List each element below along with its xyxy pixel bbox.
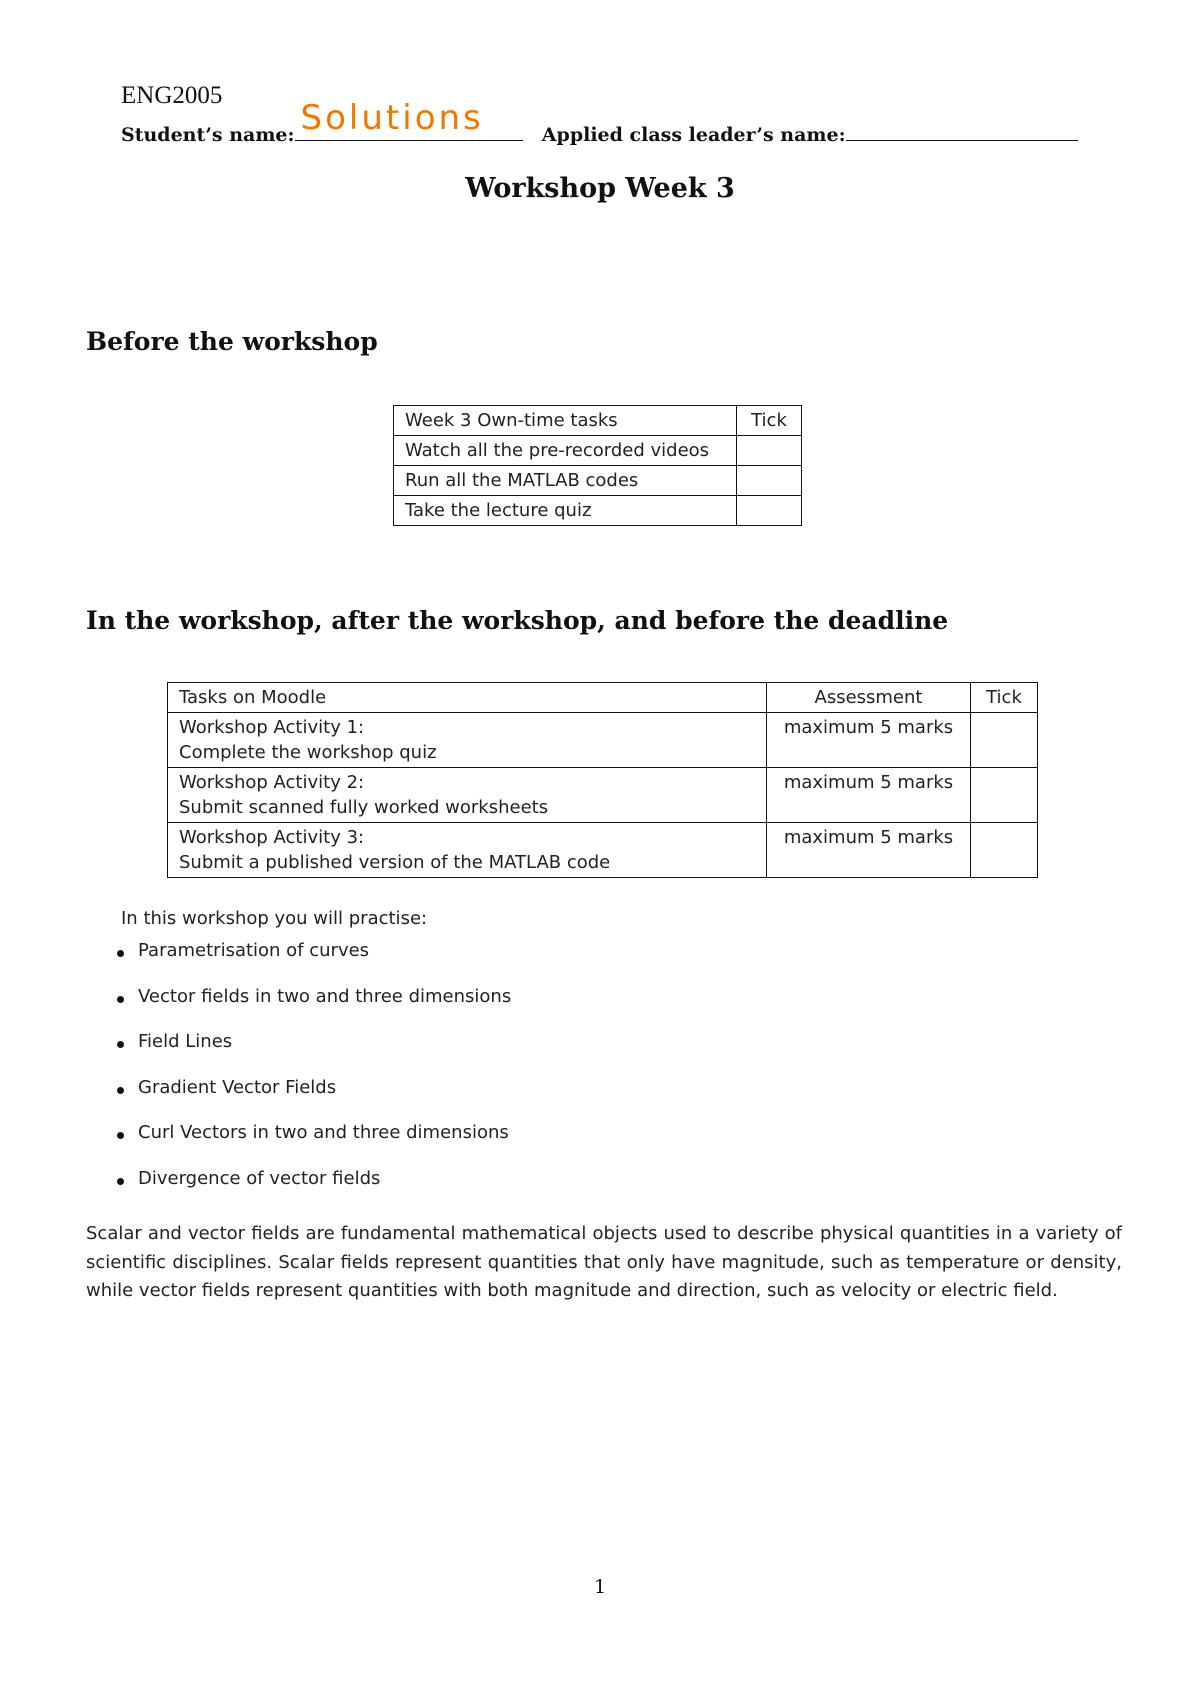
list-item-text: Gradient Vector Fields xyxy=(138,1076,337,1098)
activity-description: Submit a published version of the MATLAB code xyxy=(179,852,611,873)
assessment-cell: maximum 5 marks xyxy=(767,713,971,768)
practise-intro: In this workshop you will practise: xyxy=(121,908,428,929)
before-heading: Before the workshop xyxy=(86,327,378,356)
student-name-label: Student’s name: xyxy=(121,124,295,146)
table-header-cell: Week 3 Own-time tasks xyxy=(394,406,737,436)
bullet-icon xyxy=(117,950,124,957)
table-header-cell: Tick xyxy=(971,683,1038,713)
table-header-cell: Assessment xyxy=(767,683,971,713)
tick-box[interactable] xyxy=(737,466,802,496)
assessment-cell: maximum 5 marks xyxy=(767,768,971,823)
moodle-tasks-table xyxy=(167,682,1038,878)
list-item xyxy=(117,986,511,1032)
bullet-icon xyxy=(117,1087,124,1094)
bullet-icon xyxy=(117,1178,124,1185)
bullet-icon xyxy=(117,996,124,1003)
leader-name-label: Applied class leader’s name: xyxy=(541,124,846,146)
table-row xyxy=(394,496,802,526)
table-row xyxy=(394,466,802,496)
task-cell xyxy=(168,768,767,823)
names-line xyxy=(121,98,1078,146)
table-header-row xyxy=(168,683,1038,713)
list-item-text: Vector fields in two and three dimensions xyxy=(138,985,512,1007)
table-row xyxy=(168,768,1038,823)
bullet-icon xyxy=(117,1132,124,1139)
activity-title: Workshop Activity 2: xyxy=(179,772,365,793)
table-row xyxy=(394,436,802,466)
list-item xyxy=(117,940,511,986)
table-row xyxy=(168,713,1038,768)
list-item-text: Parametrisation of curves xyxy=(138,940,370,961)
task-cell: Run all the MATLAB codes xyxy=(394,466,737,496)
list-item xyxy=(117,1031,511,1077)
task-cell: Take the lecture quiz xyxy=(394,496,737,526)
task-cell: Watch all the pre-recorded videos xyxy=(394,436,737,466)
table-header-cell: Tick xyxy=(737,406,802,436)
activity-description: Submit scanned fully worked worksheets xyxy=(179,797,549,818)
list-item xyxy=(117,1168,511,1214)
tick-box[interactable] xyxy=(737,496,802,526)
student-name-field[interactable] xyxy=(295,98,523,141)
tick-box[interactable] xyxy=(971,768,1038,823)
list-item xyxy=(117,1077,511,1123)
tick-box[interactable] xyxy=(737,436,802,466)
table-header-cell: Tasks on Moodle xyxy=(168,683,767,713)
leader-name-field[interactable] xyxy=(846,120,1078,141)
student-name-handwritten: Solutions xyxy=(300,98,484,138)
body-paragraph: Scalar and vector fields are fundamental mathematical objects used to describe physical quantities in a variety of scientific disciplines. Scalar fields represent quantities that only have magnitude, such as temperature or density, while vector fields represent quantities with both magnitude and direction, such as velocity or electric field. xyxy=(86,1223,1122,1301)
page-number: 1 xyxy=(593,1576,607,1598)
list-item-text: Divergence of vector fields xyxy=(138,1167,381,1189)
list-item-text: Curl Vectors in two and three dimensions xyxy=(138,1122,509,1143)
own-time-tasks-table xyxy=(393,405,802,526)
activity-description: Complete the workshop quiz xyxy=(179,742,437,763)
task-cell xyxy=(168,713,767,768)
table-header-row xyxy=(394,406,802,436)
course-code: ENG2005 xyxy=(121,82,223,109)
tick-box[interactable] xyxy=(971,713,1038,768)
assessment-cell: maximum 5 marks xyxy=(767,823,971,878)
page-title: Workshop Week 3 xyxy=(465,173,735,204)
tick-box[interactable] xyxy=(971,823,1038,878)
practise-list xyxy=(117,940,511,1213)
table-row xyxy=(168,823,1038,878)
during-heading: In the workshop, after the workshop, and before the deadline xyxy=(86,606,949,635)
task-cell xyxy=(168,823,767,878)
list-item xyxy=(117,1122,511,1168)
activity-title: Workshop Activity 1: xyxy=(179,717,365,738)
bullet-icon xyxy=(117,1041,124,1048)
activity-title: Workshop Activity 3: xyxy=(179,827,365,848)
list-item-text: Field Lines xyxy=(138,1031,233,1052)
